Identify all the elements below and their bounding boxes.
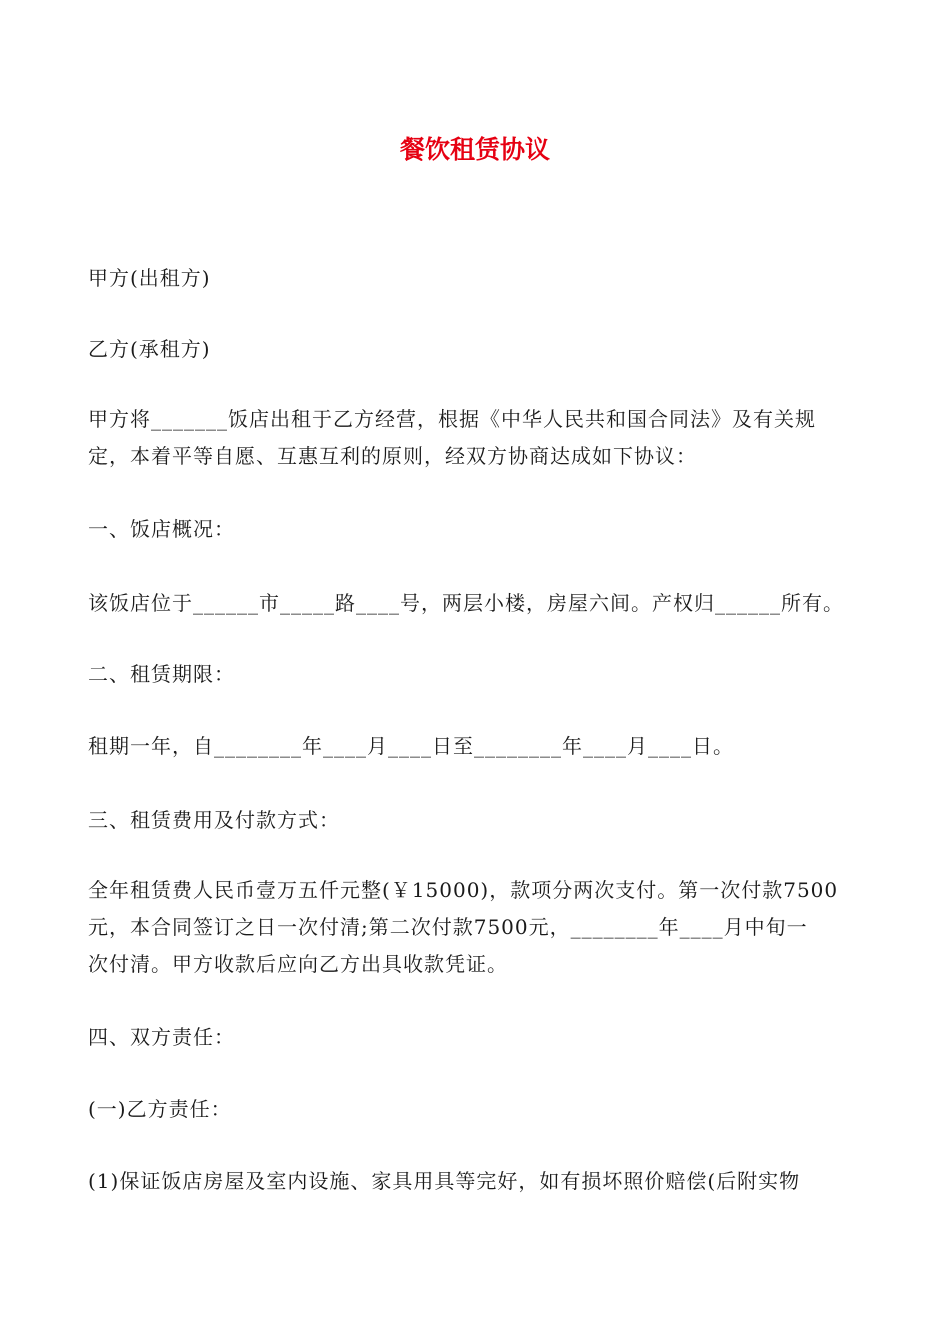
paragraph-lease-term bbox=[88, 728, 868, 765]
text-line: 三、租赁费用及付款方式： bbox=[88, 808, 340, 832]
document-title: 餐饮租赁协议 bbox=[399, 135, 550, 164]
text-line: 定，本着平等自愿、互惠互利的原则，经双方协商达成如下协议： bbox=[88, 444, 697, 468]
text-line: (一)乙方责任： bbox=[88, 1097, 232, 1121]
text-line: 乙方(承租方) bbox=[88, 337, 211, 361]
text-line: 二、租赁期限： bbox=[88, 662, 235, 686]
paragraph-restaurant-location bbox=[88, 585, 868, 622]
text-line: 四、双方责任： bbox=[88, 1025, 235, 1049]
text-line: 该饭店位于______市_____路____号，两层小楼，房屋六间。产权归______所有。 bbox=[88, 591, 844, 615]
section-heading-3 bbox=[88, 802, 868, 839]
text-line: 次付清。甲方收款后应向乙方出具收款凭证。 bbox=[88, 952, 508, 976]
text-line: 甲方(出租方) bbox=[88, 266, 211, 290]
text-line: 租期一年，自________年____月____日至________年____月____日。 bbox=[88, 734, 734, 758]
section-heading-4 bbox=[88, 1019, 868, 1056]
paragraph-party-b bbox=[88, 331, 868, 368]
subsection-heading bbox=[88, 1091, 868, 1128]
section-heading-2 bbox=[88, 656, 868, 693]
text-line: 全年租赁费人民币壹万五仟元整(￥15000)，款项分两次支付。第一次付款7500 bbox=[88, 878, 839, 902]
paragraph-payment bbox=[88, 872, 868, 983]
paragraph-party-a bbox=[88, 260, 868, 297]
text-line: 元，本合同签订之日一次付清;第二次付款7500元，________年____月中旬一 bbox=[88, 915, 808, 939]
text-line: 甲方将_______饭店出租于乙方经营，根据《中华人民共和国合同法》及有关规 bbox=[88, 407, 816, 431]
section-heading-1 bbox=[88, 511, 868, 548]
paragraph-clause-1 bbox=[88, 1163, 868, 1200]
text-line: (1)保证饭店房屋及室内设施、家具用具等完好，如有损坏照价赔偿(后附实物 bbox=[88, 1169, 801, 1193]
text-line: 一、饭店概况： bbox=[88, 517, 235, 541]
paragraph-intro bbox=[88, 401, 868, 475]
